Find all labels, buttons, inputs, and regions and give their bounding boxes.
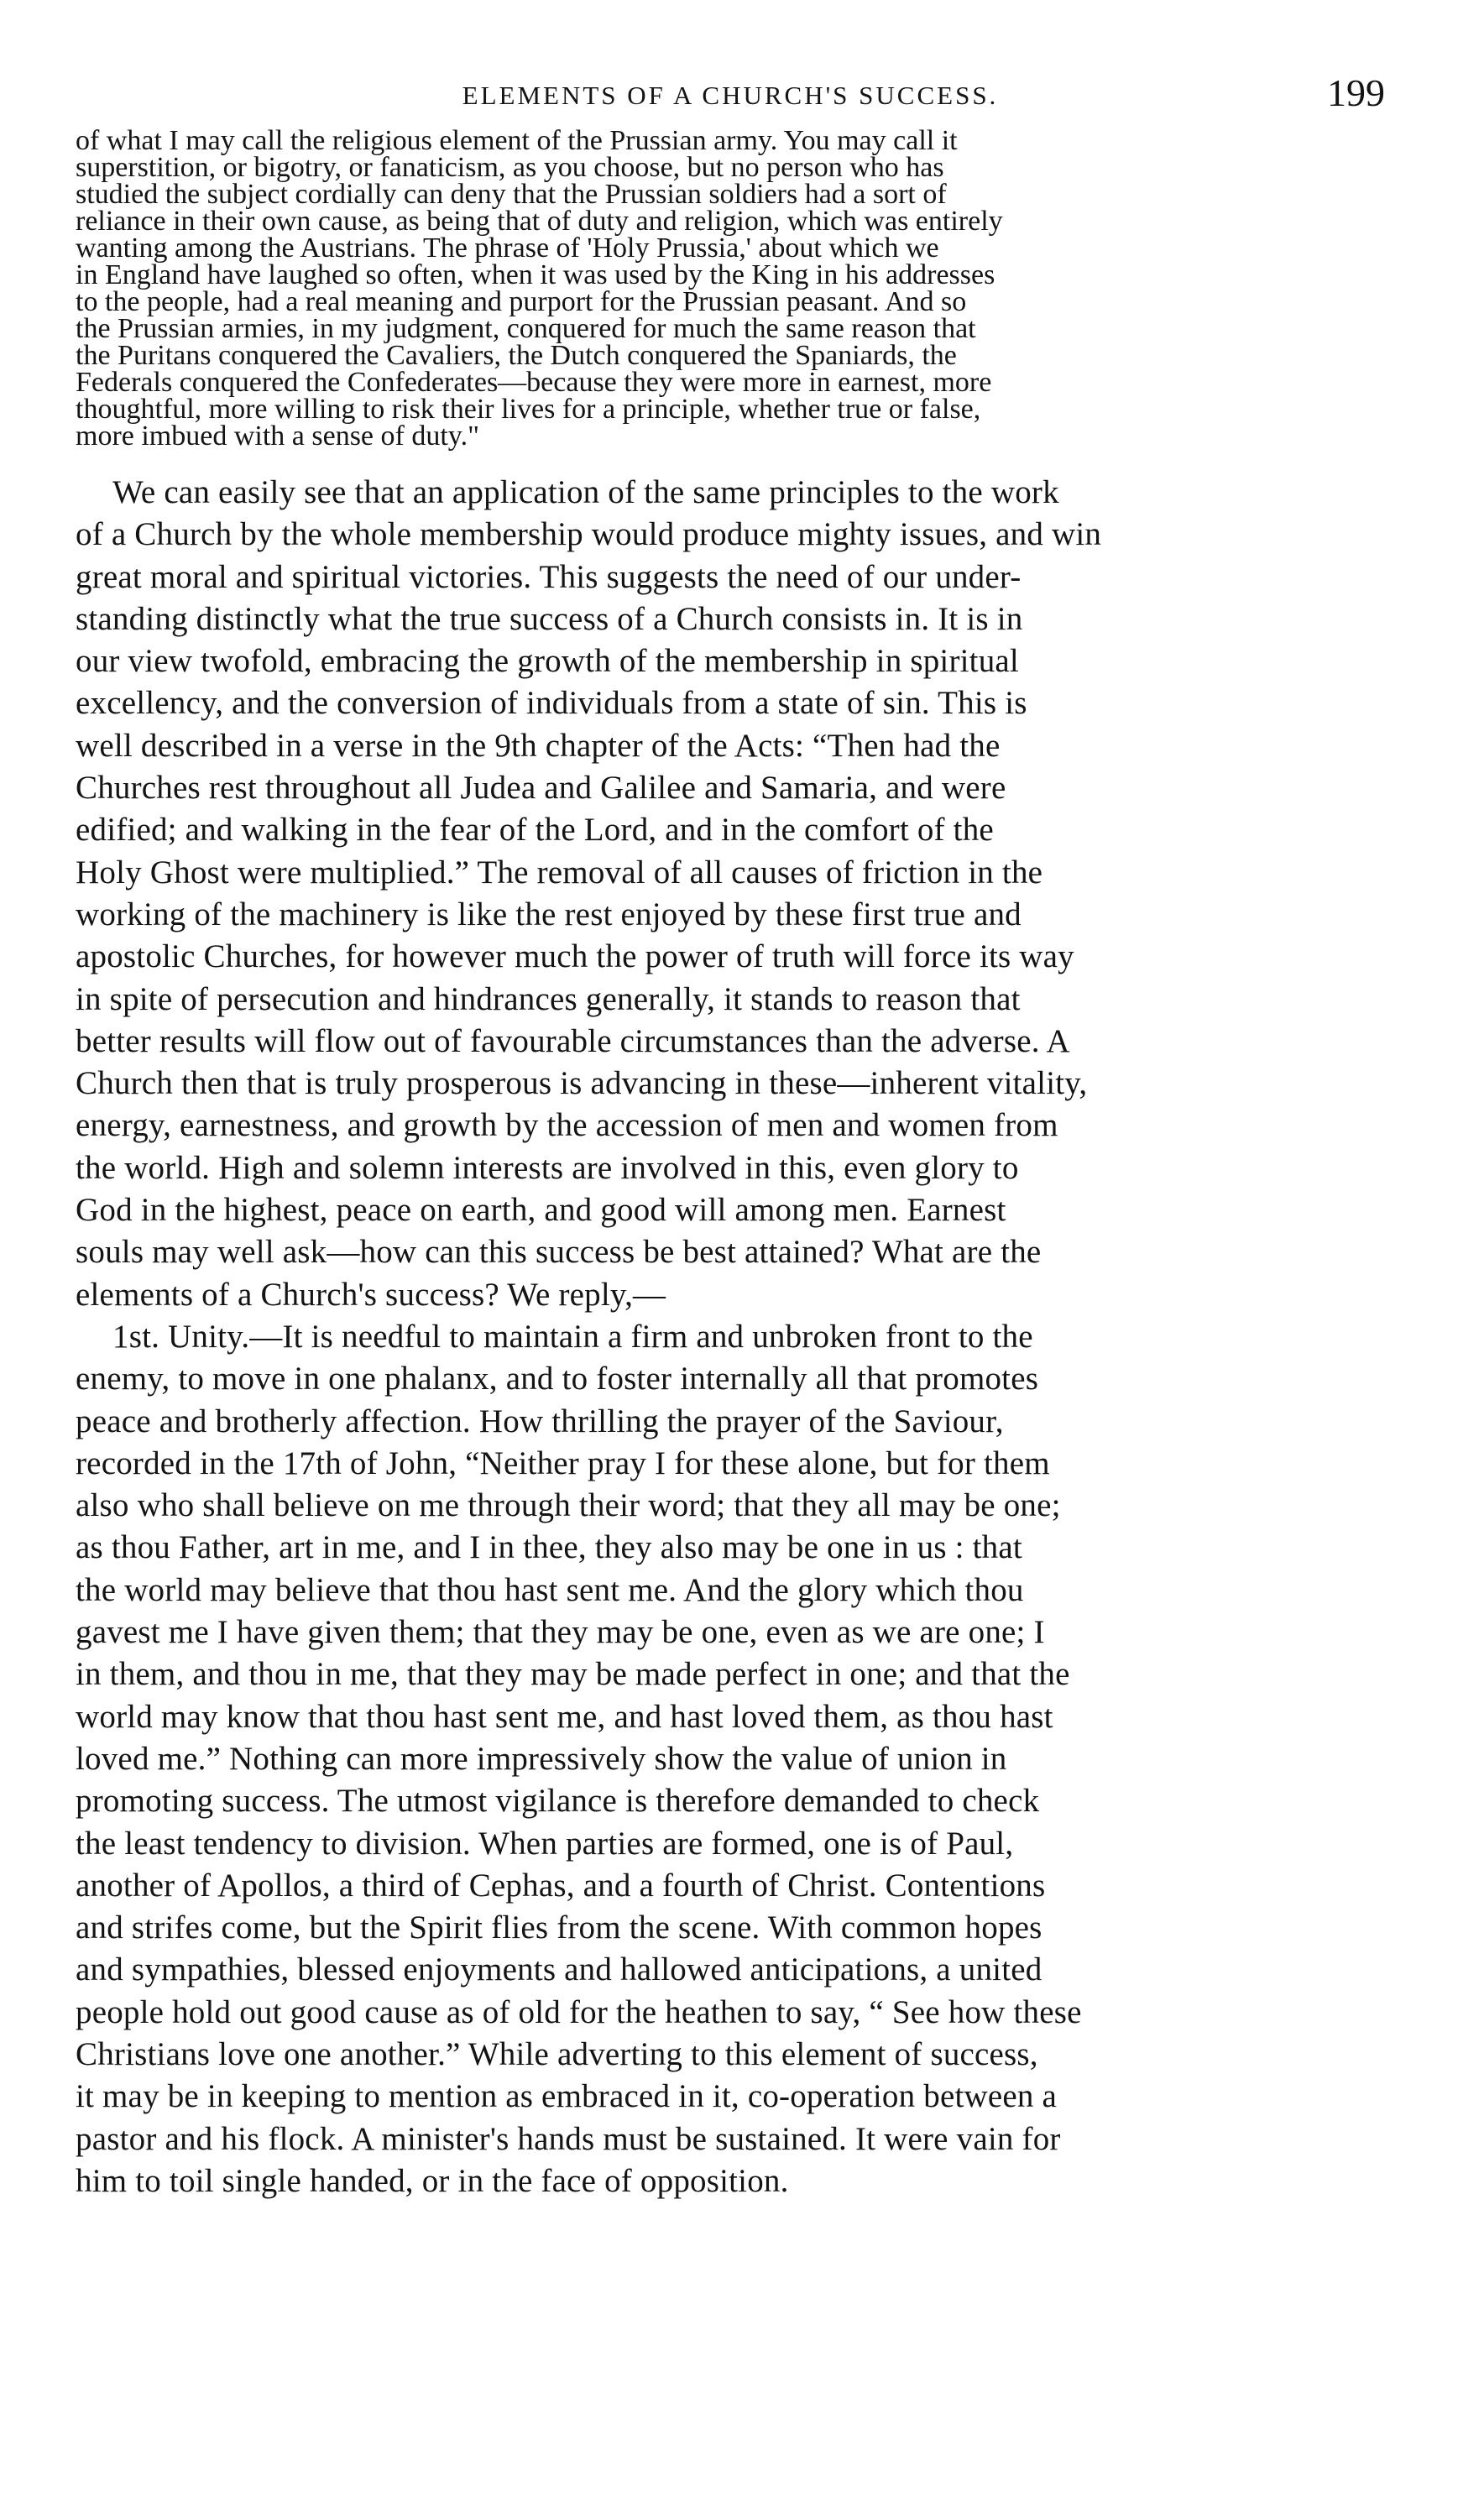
body-line: God in the highest, peace on earth, and good will among men. Earnest bbox=[76, 1192, 1006, 1229]
body-line: another of Apollos, a third of Cephas, and a fourth of Christ. Contentions bbox=[76, 1867, 1046, 1904]
body-line: better results will flow out of favourable circumstances than the adverse. A bbox=[76, 1022, 1070, 1059]
quoted-passage bbox=[76, 125, 1385, 452]
body-line: and sympathies, blessed enjoyments and hallowed anticipations, a united bbox=[76, 1951, 1042, 1988]
body-line: it may be in keeping to mention as embraced in it, co-operation between a bbox=[76, 2078, 1058, 2115]
body-line: also who shall believe on me through their word; that they all may be one; bbox=[76, 1487, 1061, 1524]
body-line: the least tendency to division. When parties are formed, one is of Paul, bbox=[76, 1825, 1014, 1862]
body-text bbox=[76, 472, 1385, 2202]
body-line: energy, earnestness, and growth by the accession of men and women from bbox=[76, 1107, 1058, 1144]
quote-line: superstition, or bigotry, or fanaticism, as you choose, but no person who has bbox=[76, 152, 944, 183]
body-line: elements of a Church's success? We reply,— bbox=[76, 1276, 666, 1313]
body-line: Holy Ghost were multiplied.” The removal of all causes of friction in the bbox=[76, 854, 1043, 891]
body-line: him to toil single handed, or in the face of opposition. bbox=[76, 2162, 789, 2199]
body-line: working of the machinery is like the rest enjoyed by these first true and bbox=[76, 896, 1022, 932]
body-line: world may know that thou hast sent me, and hast loved them, as thou hast bbox=[76, 1698, 1053, 1735]
body-line: recorded in the 17th of John, “Neither pray I for these alone, but for them bbox=[76, 1444, 1050, 1481]
body-line: in spite of persecution and hindrances generally, it stands to reason that bbox=[76, 980, 1021, 1017]
body-line: edified; and walking in the fear of the Lord, and in the comfort of the bbox=[76, 812, 994, 849]
body-line: enemy, to move in one phalanx, and to foster internally all that promotes bbox=[76, 1361, 1039, 1397]
body-line: souls may well ask—how can this success be best attained? What are the bbox=[76, 1234, 1042, 1271]
body-line: the world. High and solemn interests are involved in this, even glory to bbox=[76, 1149, 1019, 1186]
body-line: Church then that is truly prosperous is advancing in these—inherent vitality, bbox=[76, 1065, 1088, 1102]
page-header bbox=[76, 71, 1385, 118]
body-line: standing distinctly what the true success of a Church consists in. It is in bbox=[76, 600, 1023, 637]
body-line: apostolic Churches, for however much the power of truth will force its way bbox=[76, 938, 1074, 975]
body-line: and strifes come, but the Spirit flies from the scene. With common hopes bbox=[76, 1909, 1042, 1946]
body-line: loved me.” Nothing can more impressively show the value of union in bbox=[76, 1740, 1007, 1777]
body-line: in them, and thou in me, that they may be made perfect in one; and that the bbox=[76, 1656, 1070, 1693]
body-line: peace and brotherly affection. How thrilling the prayer of the Saviour, bbox=[76, 1403, 1004, 1439]
quote-line: the Prussian armies, in my judgment, conquered for much the same reason that bbox=[76, 313, 976, 344]
body-line: the world may believe that thou hast sent me. And the glory which thou bbox=[76, 1571, 1024, 1608]
page-number: 199 bbox=[1327, 71, 1385, 114]
quote-line: in England have laughed so often, when it was used by the King in his addresses bbox=[76, 259, 995, 290]
quote-line: of what I may call the religious element of the Prussian army. You may call it bbox=[76, 125, 958, 156]
body-line: Churches rest throughout all Judea and Galilee and Samaria, and were bbox=[76, 770, 1006, 807]
body-line: well described in a verse in the 9th chapter of the Acts: “Then had the bbox=[76, 727, 1001, 764]
body-line: gavest me I have given them; that they may be one, even as we are one; I bbox=[76, 1614, 1045, 1651]
body-line: people hold out good cause as of old for the heathen to say, “ See how these bbox=[76, 1993, 1082, 2030]
quote-line: Federals conquered the Confederates—because they were more in earnest, more bbox=[76, 367, 992, 398]
quote-line: the Puritans conquered the Cavaliers, the Dutch conquered the Spaniards, the bbox=[76, 340, 957, 371]
book-page bbox=[76, 71, 1385, 2202]
quote-line: studied the subject cordially can deny that the Prussian soldiers had a sort of bbox=[76, 179, 947, 210]
section-heading-unity: 1st. Unity.—It is needful to maintain a firm and unbroken front to the bbox=[112, 1318, 1033, 1355]
body-line: pastor and his flock. A minister's hands must be sustained. It were vain for bbox=[76, 2120, 1061, 2157]
body-line: We can easily see that an application of the same principles to the work bbox=[112, 474, 1059, 510]
body-line: as thou Father, art in me, and I in thee, they also may be one in us : that bbox=[76, 1529, 1022, 1566]
quote-line: to the people, had a real meaning and purport for the Prussian peasant. And so bbox=[76, 286, 967, 317]
quote-line: wanting among the Austrians. The phrase of 'Holy Prussia,' about which we bbox=[76, 232, 939, 264]
body-line: great moral and spiritual victories. This suggests the need of our under- bbox=[76, 558, 1022, 595]
body-line: our view twofold, embracing the growth of the membership in spiritual bbox=[76, 643, 1019, 680]
body-line: excellency, and the conversion of individuals from a state of sin. This is bbox=[76, 685, 1027, 722]
body-line: of a Church by the whole membership would produce mighty issues, and win bbox=[76, 516, 1102, 553]
quote-line: reliance in their own cause, as being that of duty and religion, which was entirely bbox=[76, 206, 1003, 237]
body-line: promoting success. The utmost vigilance is therefore demanded to check bbox=[76, 1783, 1040, 1820]
running-head: ELEMENTS OF A CHURCH'S SUCCESS. bbox=[462, 81, 999, 110]
quote-line: thoughtful, more willing to risk their lives for a principle, whether true or false, bbox=[76, 394, 981, 425]
quote-line: more imbued with a sense of duty." bbox=[76, 421, 479, 452]
body-line: Christians love one another.” While adverting to this element of success, bbox=[76, 2035, 1038, 2072]
